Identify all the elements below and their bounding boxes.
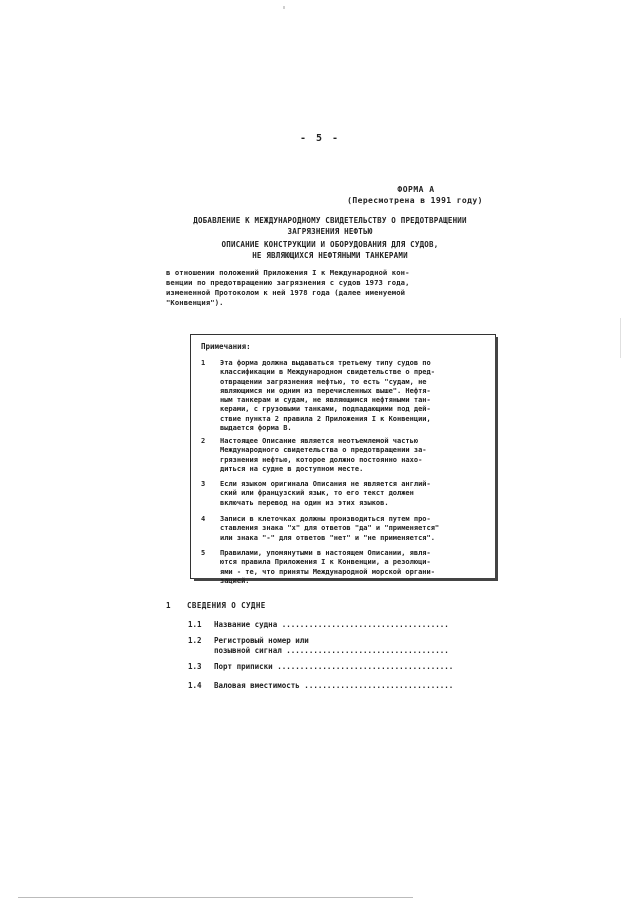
item-number: 1.2 [188, 636, 202, 645]
section-number: 1 [166, 601, 171, 610]
note-number: 4 [201, 515, 206, 523]
note-line: грязнения нефтью, которое должно постоянно нахо- [220, 455, 423, 464]
preamble-line: "Конвенция"). [166, 298, 224, 307]
item-label: Валовая вместимость ................................. [214, 681, 454, 690]
note-line: включать перевод на один из этих языков. [220, 498, 389, 507]
note-line: Если языком оригинала Описания не является англий- [220, 480, 431, 488]
subtitle-line: ОПИСАНИЕ КОНСТРУКЦИИ И ОБОРУДОВАНИЯ ДЛЯ СУДОВ, [221, 240, 439, 249]
note-line: Правилами, упомянутыми в настоящем Описании, явля- [220, 549, 431, 557]
note-line: зацией. [220, 576, 250, 585]
note-line: керами, с грузовыми танками, подпадающими под дей- [220, 405, 431, 414]
note-number: 2 [201, 437, 206, 445]
note-line: ями - те, что приняты Международной морской органи- [220, 567, 435, 576]
preamble-line: измененной Протоколом к ней 1978 года (далее именуемой [166, 288, 406, 297]
note-line: или знака "-" для ответов "нет" и "не применяется". [220, 533, 435, 542]
note-text [220, 359, 490, 433]
note-line: являющимся ни одним из перечисленных выше". Нефтя- [220, 386, 431, 395]
notes-title: Примечания: [201, 342, 251, 351]
page-number: - 5 - [299, 133, 341, 144]
title-line: ЗАГРЯЗНЕНИЯ НЕФТЬЮ [287, 226, 373, 236]
note-number: 3 [201, 480, 206, 488]
note-line: Записи в клеточках должны производиться путем про- [220, 515, 431, 523]
note-text [220, 480, 490, 508]
item-label: Порт приписки ....................................... [214, 662, 454, 671]
item-number: 1.1 [188, 620, 202, 629]
note-line: отвращении загрязнения нефтью, то есть "судам, не [220, 377, 427, 386]
subtitle-line: НЕ ЯВЛЯЮЩИХСЯ НЕФТЯНЫМИ ТАНКЕРАМИ [252, 250, 408, 260]
form-revision: (Пересмотрена в 1991 году) [347, 196, 483, 205]
note-line: Настоящее Описание является неотъемлемой частью [220, 437, 419, 445]
note-line: ствие пункта 2 правила 2 Приложения I к Конвенции, [220, 414, 431, 423]
document-subtitle [140, 240, 520, 261]
scan-edge-line [18, 897, 413, 898]
note-line: Международного свидетельства о предотвращении за- [220, 446, 427, 455]
section-title: СВЕДЕНИЯ О СУДНЕ [187, 601, 266, 610]
document-title [140, 216, 520, 237]
note-line: диться на судне в доступном месте. [220, 464, 364, 473]
notes-box [190, 334, 496, 585]
note-text [220, 549, 490, 586]
item-number: 1.3 [188, 662, 202, 671]
item-number: 1.4 [188, 681, 202, 690]
scan-mark [283, 6, 285, 9]
note-line: классификации в Международном свидетельстве о пред- [220, 368, 435, 377]
title-line: ДОБАВЛЕНИЕ К МЕЖДУНАРОДНОМУ СВИДЕТЕЛЬСТВУ О ПРЕДОТВРАЩЕНИИ [193, 216, 467, 225]
note-number: 1 [201, 359, 206, 367]
note-line: ются правила Приложения I к Конвенции, а резолюци- [220, 558, 431, 567]
scan-mark [620, 318, 621, 358]
item-label: Регистровый номер или [214, 636, 309, 645]
note-number: 5 [201, 549, 206, 557]
item-label: Название судна ..................................... [214, 620, 449, 629]
preamble [166, 268, 493, 308]
note-line: ставления знака "x" для ответов "да" и "применяется" [220, 524, 440, 533]
note-line: выдается форма B. [220, 424, 292, 433]
form-label: ФОРМА А [397, 185, 435, 194]
note-line: Эта форма должна выдаваться третьему типу судов по [220, 359, 431, 367]
note-line: ным танкерам и судам, не являющимся нефтяными тан- [220, 396, 431, 405]
preamble-line: венции по предотвращению загрязнения с судов 1973 года, [166, 278, 410, 287]
note-text [220, 515, 490, 543]
item-label: позывной сигнал .................................... [214, 646, 449, 655]
note-text [220, 437, 490, 474]
note-line: ский или французский язык, то его текст должен [220, 489, 414, 498]
preamble-line: в отношении положений Приложения I к Международной кон- [166, 268, 410, 277]
